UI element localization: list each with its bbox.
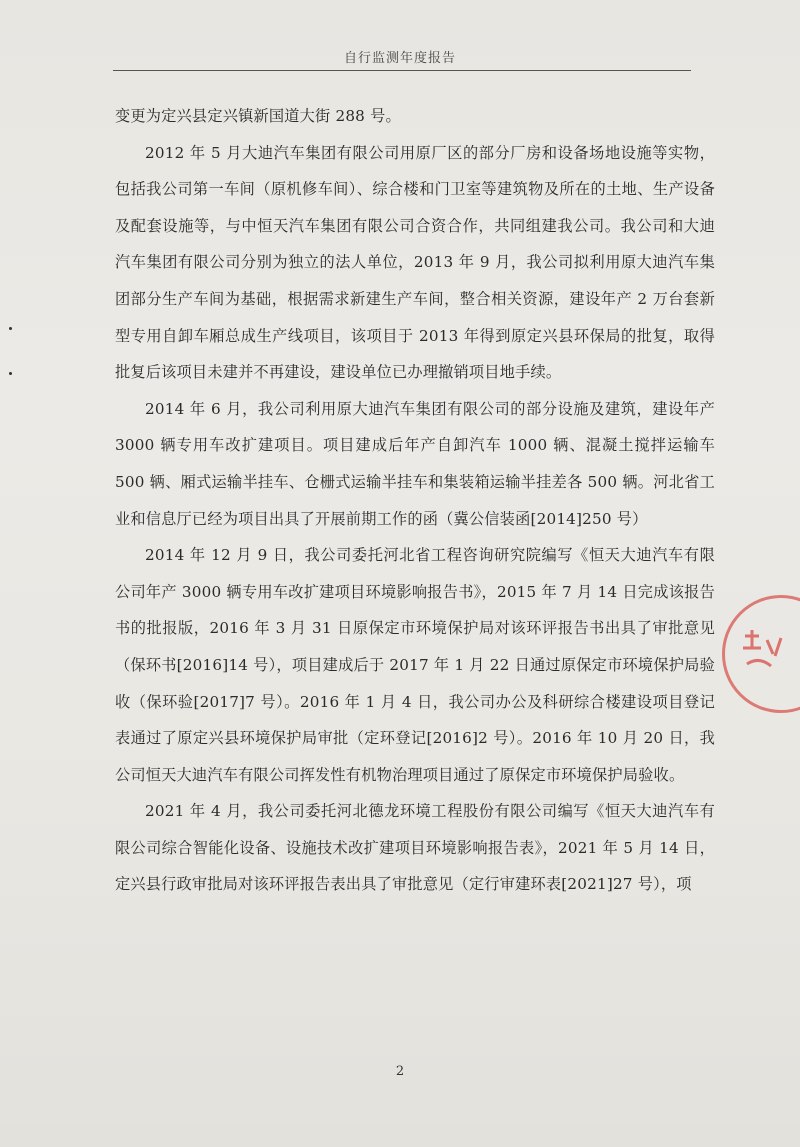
- running-header: 自行监测年度报告: [343, 51, 456, 66]
- red-seal-stamp: [722, 595, 800, 713]
- body-text: [115, 98, 715, 903]
- paragraph-continuation: 变更为定兴县定兴镇新国道大街 288 号。: [115, 107, 401, 125]
- scan-speck: [9, 327, 12, 330]
- paragraph-2021-eia: 2021 年 4 月，我公司委托河北德龙环境工程股份有限公司编写《恒天大迪汽车有限公司综合智能化设备、设施技术改扩建项目环境影响报告表》，2021 年 5 月 14 日，定兴县行政审批局对该环评报告表出具了审批意见（定行审建环表[2021]27 号），项: [115, 802, 715, 894]
- header-divider: [113, 70, 691, 71]
- paragraph-eia-report: 2014 年 12 月 9 日，我公司委托河北省工程咨询研究院编写《恒天大迪汽车有限公司年产 3000 辆专用车改扩建项目环境影响报告书》，2015 年 7 月 14 日完成该报告书的批报版，2016 年 3 月 31 日原保定市环境保护局对该环评报告书出具了审批意见（保环书[2016]14 号），项目建成后于 2017 年 1 月 22 日通过原保定市环境保护局验收（保环验[2017]7 号）。2016 年 1 月 4 日，我公司办公及科研综合楼建设项目登记表通过了原定兴县环境保护局审批（定环登记[2016]2 号）。2016 年 10 月 20 日，我公司恒天大迪汽车有限公司挥发性有机物治理项目通过了原保定市环境保护局验收。: [115, 546, 715, 784]
- page-number: 2: [395, 1064, 405, 1079]
- seal-marks-icon: [737, 626, 797, 676]
- paragraph-2014-project: 2014 年 6 月，我公司利用原大迪汽车集团有限公司的部分设施及建筑，建设年产 3000 辆专用车改扩建项目。项目建成后年产自卸汽车 1000 辆、混凝土搅拌运输车 500 辆、厢式运输半挂车、仓栅式运输半挂车和集装箱运输半挂差各 500 辆。河北省工业和信息厅已经为项目出具了开展前期工作的函（冀公信装函[2014]250 号）: [115, 399, 715, 528]
- paragraph-2012-history: 2012 年 5 月大迪汽车集团有限公司用原厂区的部分厂房和设备场地设施等实物，包括我公司第一车间（原机修车间）、综合楼和门卫室等建筑物及所在的土地、生产设备及配套设施等，与中恒天汽车集团有限公司合资合作，共同组建我公司。我公司和大迪汽车集团有限公司分别为独立的法人单位，2013 年 9 月，我公司拟利用原大迪汽车集团部分生产车间为基础，根据需求新建生产车间，整合相关资源，建设年产 2 万台套新型专用自卸车厢总成生产线项目，该项目于 2013 年得到原定兴县环保局的批复，取得批复后该项目未建并不再建设，建设单位已办理撤销项目地手续。: [115, 143, 715, 382]
- scan-speck: [9, 372, 12, 375]
